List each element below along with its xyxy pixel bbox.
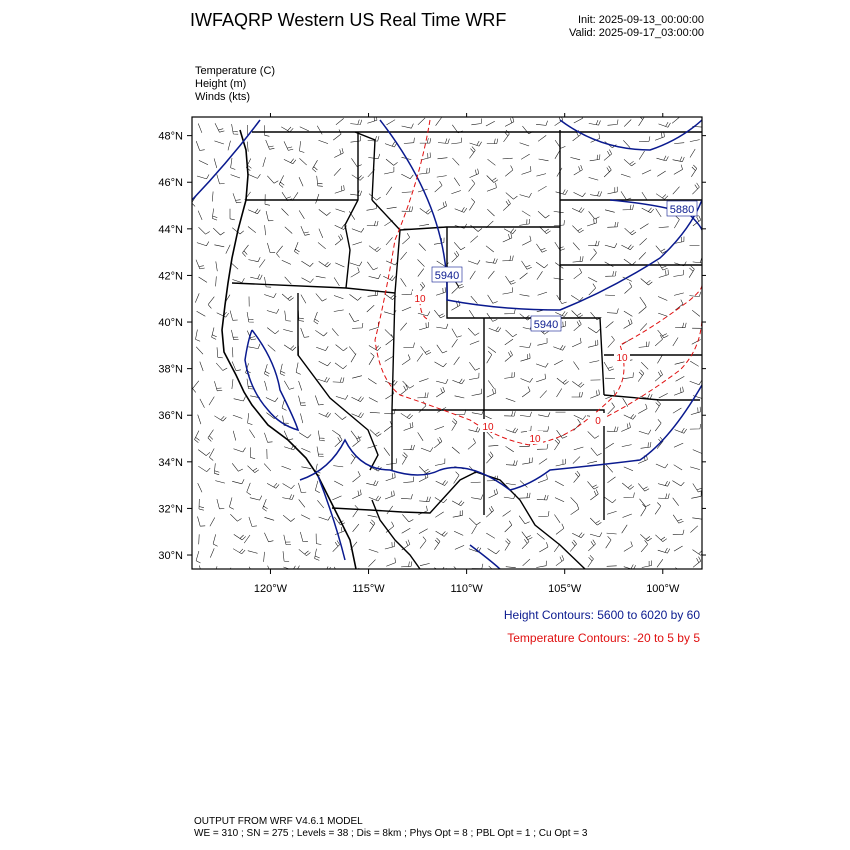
lat-label: 36°N	[158, 410, 183, 423]
map-frame	[192, 117, 702, 569]
temperature-contour-label: 10	[482, 422, 494, 433]
lat-label: 48°N	[158, 130, 183, 143]
lon-label: 120°W	[253, 583, 288, 595]
variable-label-temperature: Temperature (C)	[195, 65, 276, 77]
lon-label: 115°W	[352, 583, 385, 595]
model-info: OUTPUT FROM WRF V4.6.1 MODEL	[194, 816, 363, 827]
lon-label: 100°W	[646, 583, 680, 595]
variable-label-winds: Winds (kts)	[195, 91, 250, 103]
lat-label: 40°N	[158, 317, 183, 330]
temperature-contours	[375, 120, 702, 445]
height-contour-legend: Height Contours: 5600 to 6020 by 60	[503, 608, 700, 622]
contour-labels	[412, 201, 697, 445]
lat-label: 38°N	[158, 363, 183, 376]
lat-label: 42°N	[158, 270, 183, 283]
valid-time: Valid: 2025-09-17_03:00:00	[569, 27, 704, 39]
height-contour-label: 5880	[669, 204, 695, 216]
model-settings: WE = 310 ; SN = 275 ; Levels = 38 ; Dis = 8km ; Phys Opt = 8 ; PBL Opt = 1 ; Cu Opt = 3	[194, 828, 588, 839]
lat-label: 34°N	[158, 456, 183, 469]
political-boundaries	[222, 130, 702, 569]
wind-barb-field	[192, 114, 705, 579]
variable-label-height: Height (m)	[195, 78, 247, 90]
height-contour-label: 5940	[434, 270, 460, 282]
wind-barbs	[192, 114, 705, 579]
lat-label: 44°N	[158, 223, 183, 236]
lat-label: 32°N	[158, 503, 183, 516]
temperature-contour-label: 10	[616, 353, 628, 364]
lat-label: 30°N	[158, 550, 183, 563]
height-contours	[192, 120, 702, 569]
temperature-contour-label: 0	[595, 416, 601, 427]
temperature-contour-label: 10	[529, 434, 541, 445]
plot-title: IWFAQRP Western US Real Time WRF	[190, 10, 507, 30]
lon-label: 110°W	[450, 583, 483, 595]
temperature-contour-label: 10	[414, 294, 426, 305]
lon-label: 105°W	[548, 583, 582, 595]
temperature-contour-legend: Temperature Contours: -20 to 5 by 5	[507, 631, 700, 645]
height-contour-label: 5940	[533, 319, 559, 331]
init-time: Init: 2025-09-13_00:00:00	[578, 14, 704, 26]
lat-label: 46°N	[158, 177, 183, 190]
